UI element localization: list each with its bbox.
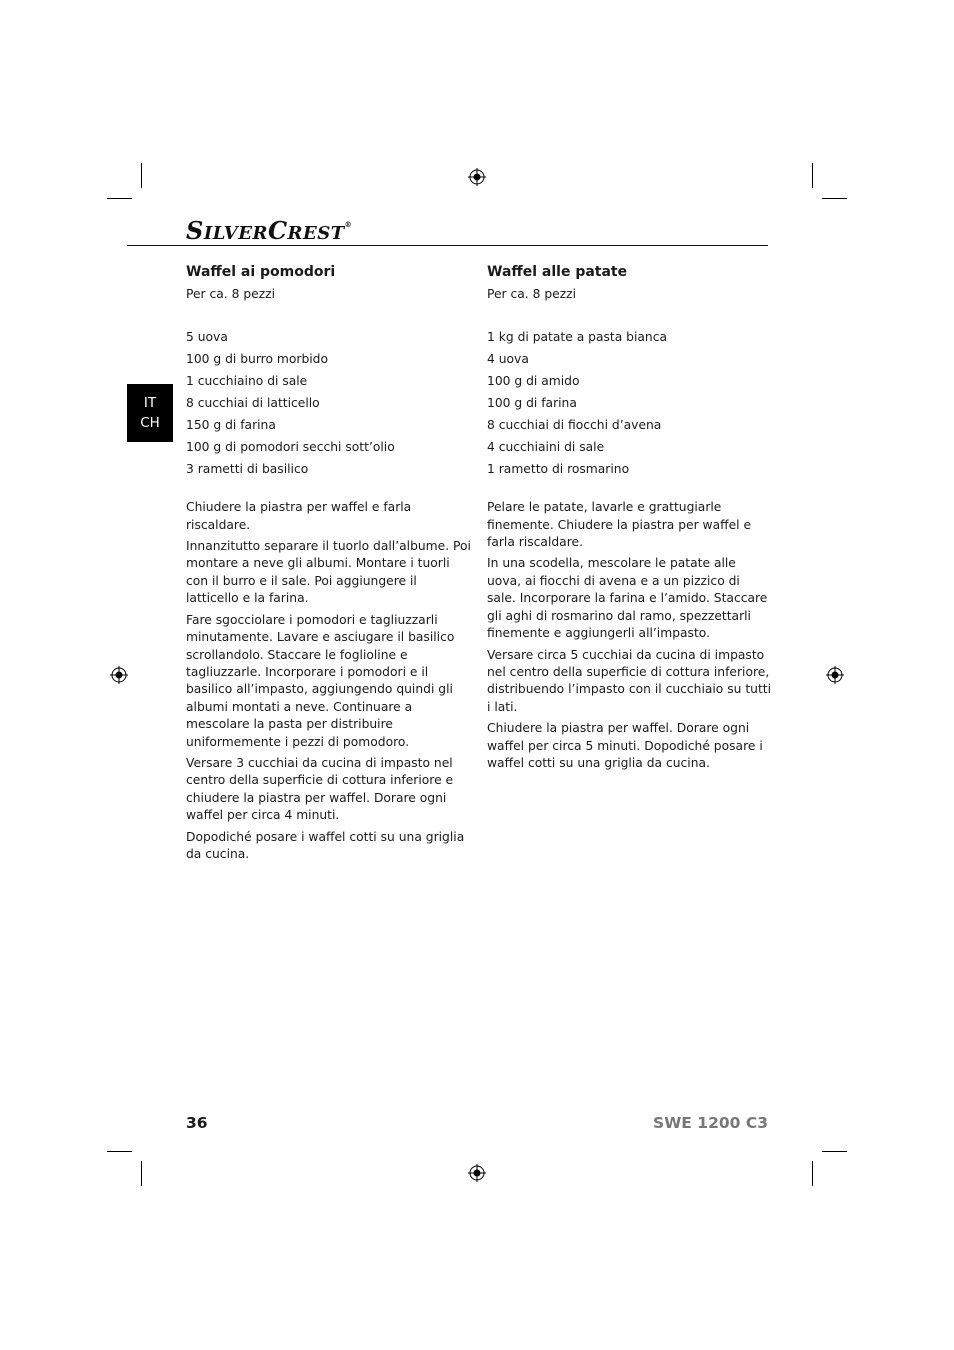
recipe-step: Innanzitutto separare il tuorlo dall’albume. Poi montare a neve gli albumi. Montare i tuorli con il burro e il sale. Poi aggiungere il latticello e la farina. (186, 539, 471, 606)
ingredient-item: 3 rametti di basilico (186, 461, 309, 476)
language-code: CH (140, 415, 160, 431)
brand-rest: ILVER (203, 223, 268, 244)
language-tab (127, 384, 173, 442)
crop-mark (107, 1151, 132, 1152)
brand-rest: REST (287, 223, 345, 244)
crop-mark (141, 163, 142, 188)
model-number: SWE 1200 C3 (653, 1114, 768, 1132)
language-code: IT (143, 395, 157, 411)
recipe-step: Pelare le patate, lavarle e grattugiarle finemente. Chiudere la piastra per waffel e farla riscaldare. (487, 500, 752, 550)
ingredient-item: 8 cucchiai di fiocchi d’avena (487, 418, 662, 433)
ingredient-item: 100 g di burro morbido (186, 352, 328, 367)
brand-initial: C (267, 216, 288, 245)
recipe-step: Dopodiché posare i waffel cotti su una griglia da cucina. (186, 829, 465, 861)
registration-mark-icon (468, 168, 486, 186)
recipe-steps (487, 499, 772, 772)
recipe-column-left (186, 262, 471, 867)
registration-mark-icon (826, 666, 844, 684)
registration-mark-icon (110, 666, 128, 684)
page-number: 36 (186, 1114, 208, 1132)
recipe-portions: Per ca. 8 pezzi (487, 287, 577, 301)
ingredient-item: 1 rametto di rosmarino (487, 461, 630, 476)
ingredient-item: 8 cucchiai di latticello (186, 396, 320, 411)
ingredient-item: 1 kg di patate a pasta bianca (487, 330, 667, 345)
ingredient-item: 100 g di farina (487, 396, 577, 411)
ingredient-item: 150 g di farina (186, 418, 276, 433)
recipe-step: Chiudere la piastra per waffel e farla riscaldare. (186, 500, 412, 532)
header-divider (127, 245, 768, 246)
ingredient-item: 100 g di amido (487, 374, 580, 389)
recipe-steps (186, 499, 471, 863)
crop-mark (812, 163, 813, 188)
recipe-step: Versare circa 5 cucchiai da cucina di impasto nel centro della superficie di cottura inferiore, distribuendo l’impasto con il cucchiaio su tutti i lati. (487, 647, 772, 714)
recipe-step: Versare 3 cucchiai da cucina di impasto nel centro della superficie di cottura inferiore e chiudere la piastra per waffel. Dorare ogni waffel per circa 4 minuti. (186, 755, 454, 823)
registered-mark: ® (344, 220, 353, 229)
recipe-step: In una scodella, mescolare le patate alle uova, ai fiocchi di avena e a un pizzico di sale. Incorporare la farina e l’amido. Staccare gli aghi di rosmarino dal ramo, spezzettarli finemente e aggiungerli all’impasto. (487, 556, 768, 641)
ingredient-item: 4 uova (487, 352, 529, 367)
recipe-portions: Per ca. 8 pezzi (186, 287, 276, 301)
recipe-title: Waffel alle patate (487, 264, 628, 280)
ingredient-list (487, 329, 772, 478)
ingredient-item: 4 cucchiaini di sale (487, 439, 605, 454)
recipe-step: Chiudere la piastra per waffel. Dorare ogni waffel per circa 5 minuti. Dopodiché posare i waffel cotti su una griglia da cucina. (487, 721, 763, 770)
crop-mark (141, 1161, 142, 1186)
ingredient-item: 1 cucchiaino di sale (186, 374, 308, 389)
recipe-column-right (487, 262, 772, 776)
ingredient-list (186, 329, 471, 478)
crop-mark (107, 198, 132, 199)
ingredient-item: 5 uova (186, 330, 228, 345)
registration-mark-icon (468, 1164, 486, 1182)
brand-initial: S (186, 216, 204, 245)
crop-mark (822, 198, 847, 199)
ingredient-item: 100 g di pomodori secchi sott’olio (186, 439, 395, 454)
crop-mark (822, 1151, 847, 1152)
recipe-step: Fare sgocciolare i pomodori e tagliuzzarli minutamente. Lavare e asciugare il basilico scrollandolo. Staccare le foglioline e tagliuzzarle. Incorporare i pomodori e il basilico all’impasto, aggiungendo quindi gli albumi montati a neve. Continuare a mescolare la pasta per distribuire uniformemente i pezzi di pomodoro. (186, 612, 455, 749)
brand-logo (186, 210, 352, 249)
crop-mark (812, 1161, 813, 1186)
recipe-title: Waffel ai pomodori (186, 264, 336, 280)
